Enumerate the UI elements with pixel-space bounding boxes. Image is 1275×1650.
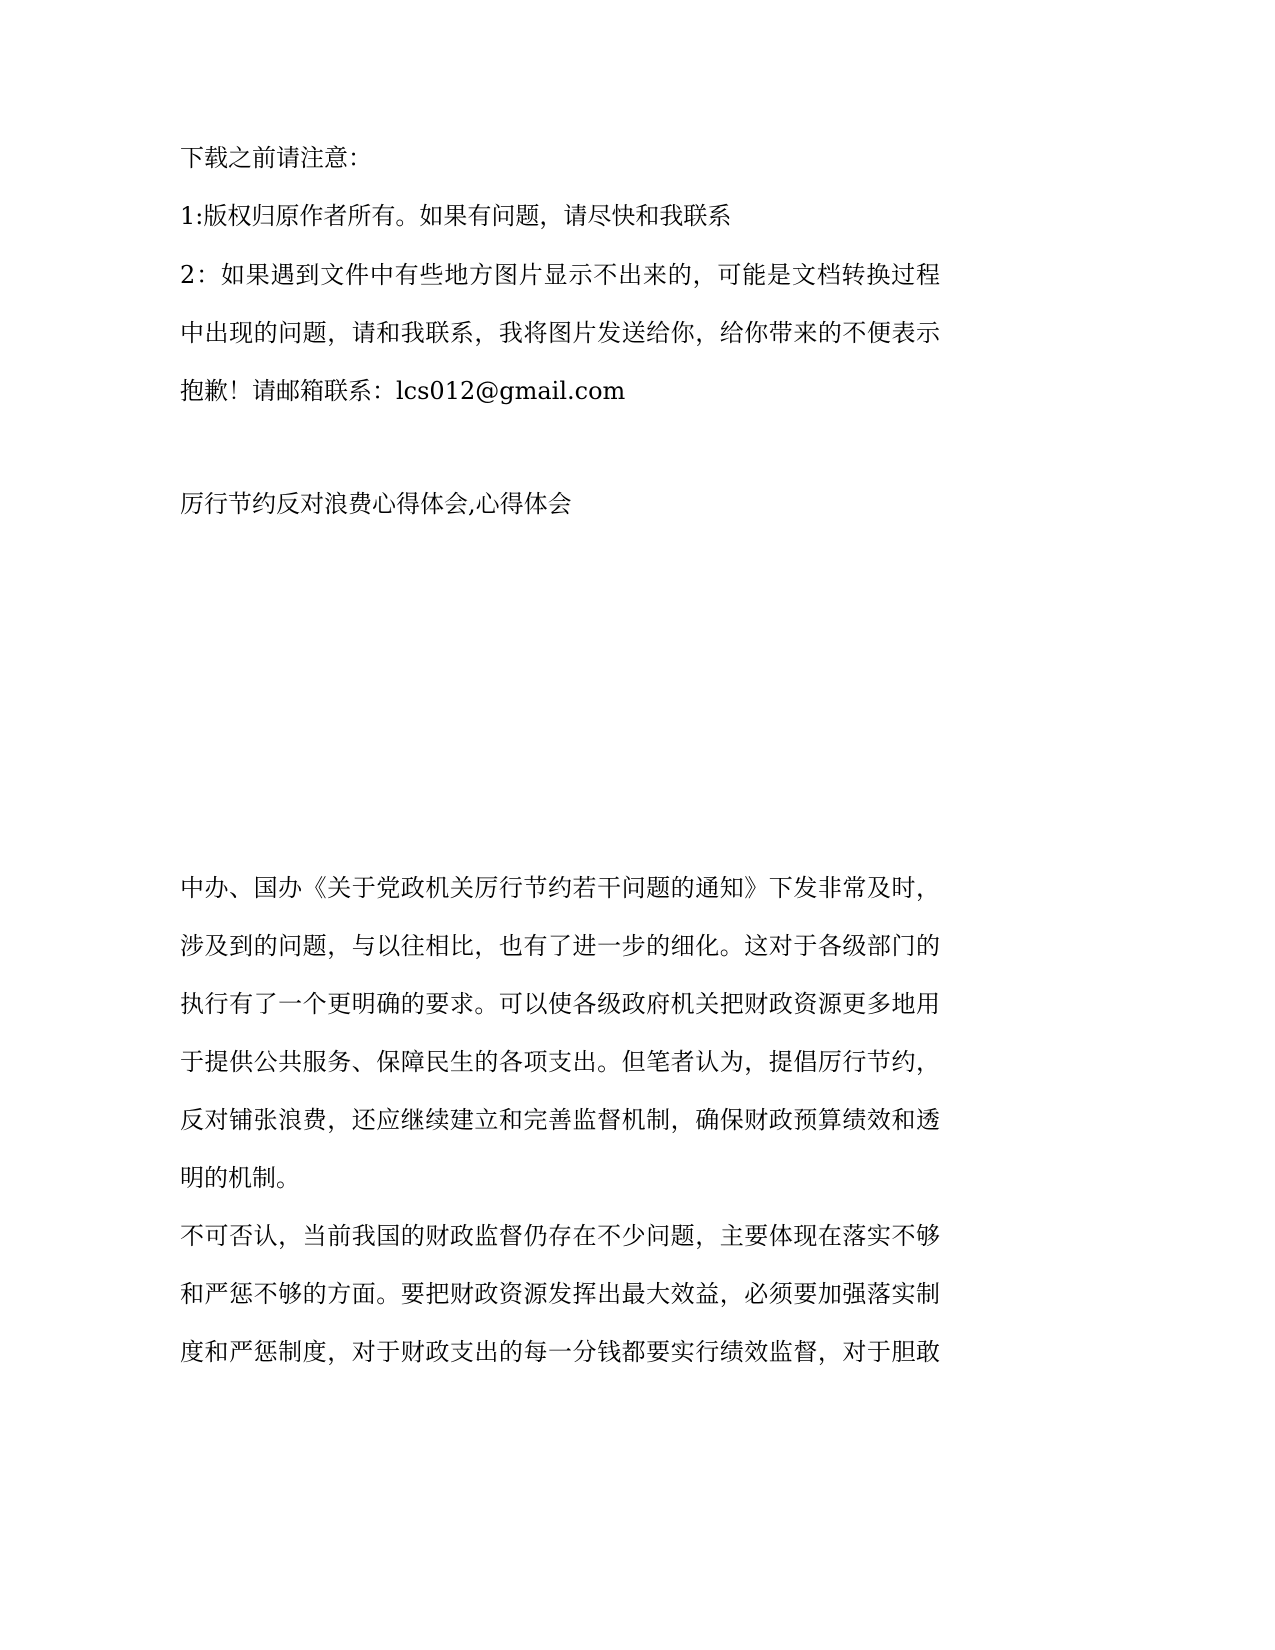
paragraph-1-line: 中办、国办《关于党政机关厉行节约若干问题的通知》下发非常及时， — [180, 874, 940, 902]
paragraph-2-line: 不可否认，当前我国的财政监督仍存在不少问题，主要体现在落实不够 — [180, 1222, 940, 1250]
notice-item-2-line-3: 抱歉！请邮箱联系：lcs012@gmail.com — [180, 377, 626, 405]
paragraph-1-line: 反对铺张浪费，还应继续建立和完善监督机制，确保财政预算绩效和透 — [180, 1106, 940, 1134]
paragraph-1-line: 执行有了一个更明确的要求。可以使各级政府机关把财政资源更多地用 — [180, 990, 940, 1018]
notice-item-2-line-2: 中出现的问题，请和我联系，我将图片发送给你，给你带来的不便表示 — [180, 319, 940, 347]
article-title: 厉行节约反对浪费心得体会,心得体会 — [180, 490, 572, 518]
notice-item-2-line-1: 2：如果遇到文件中有些地方图片显示不出来的，可能是文档转换过程 — [180, 261, 940, 289]
paragraph-1-line: 于提供公共服务、保障民生的各项支出。但笔者认为，提倡厉行节约， — [180, 1048, 940, 1076]
paragraph-1-line: 涉及到的问题，与以往相比，也有了进一步的细化。这对于各级部门的 — [180, 932, 940, 960]
notice-item-1: 1:版权归原作者所有。如果有问题，请尽快和我联系 — [180, 202, 732, 230]
paragraph-1-line: 明的机制。 — [180, 1164, 300, 1192]
notice-heading: 下载之前请注意： — [180, 144, 372, 172]
paragraph-2-line: 度和严惩制度，对于财政支出的每一分钱都要实行绩效监督，对于胆敢 — [180, 1338, 940, 1366]
paragraph-2-line: 和严惩不够的方面。要把财政资源发挥出最大效益，必须要加强落实制 — [180, 1280, 940, 1308]
